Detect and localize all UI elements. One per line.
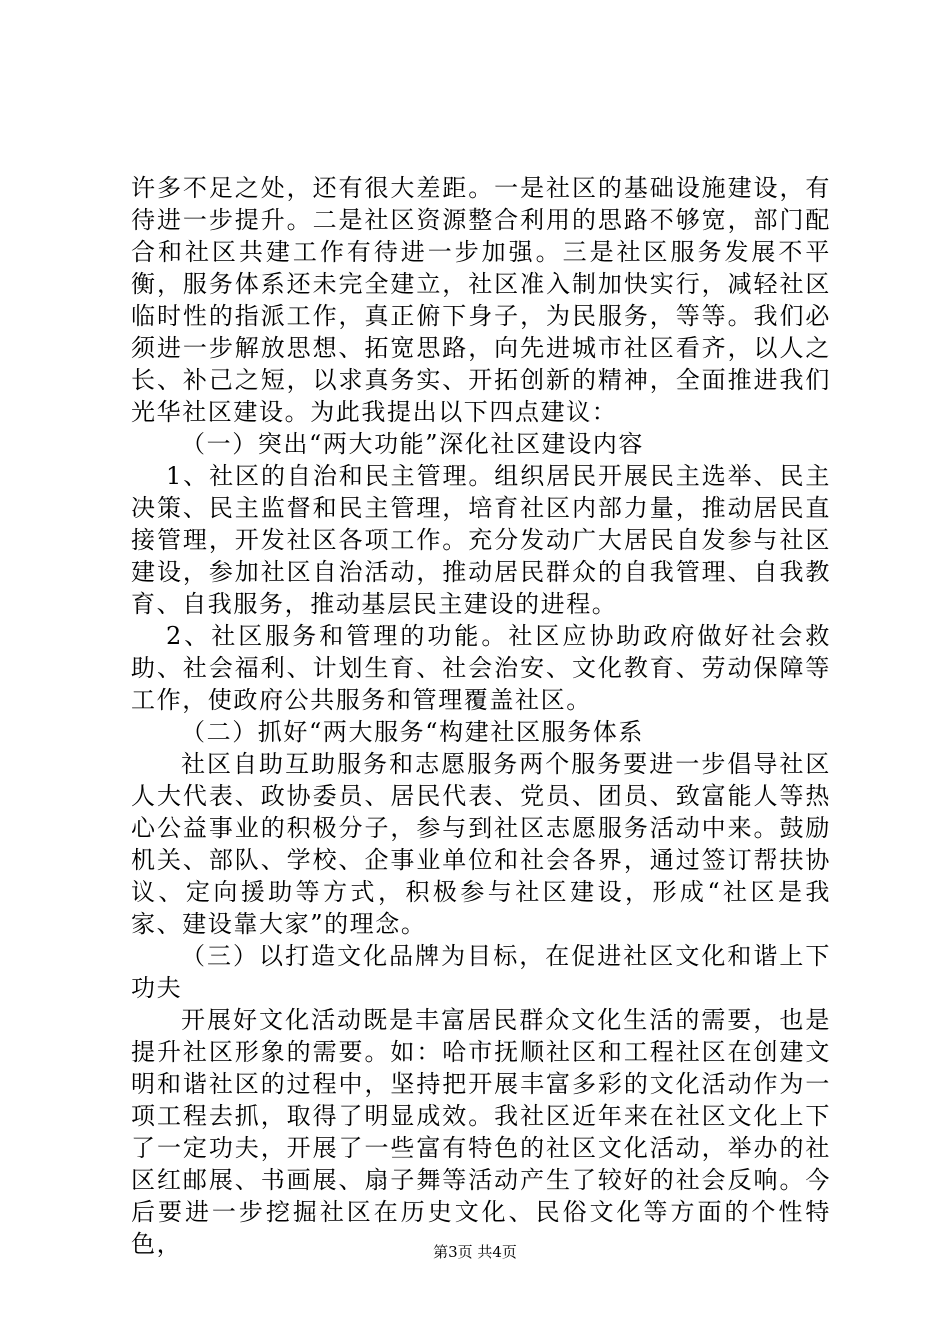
paragraph: 2、社区服务和管理的功能。社区应协助政府做好社会救助、社会福利、计划生育、社会治安、文化教育、劳动保障等工作，使政府公共服务和管理覆盖社区。	[131, 622, 831, 714]
paragraph: 社区自助互助服务和志愿服务两个服务要进一步倡导社区人大代表、政协委员、居民代表、党员、团员、致富能人等热心公益事业的积极分子，参与到社区志愿服务活动中来。鼓励机关、部队、学校、企事业单位和社会各界，通过签订帮扶协议、定向援助等方式，积极参与社区建设，形成“社区是我家、建设靠大家”的理念。	[131, 750, 831, 938]
section-heading: （二）抓好“两大服务“构建社区服务体系	[181, 718, 644, 746]
section-heading: （三）以打造文化品牌为目标，在促进社区文化和谐上下功夫	[131, 942, 831, 1002]
paragraph: 1、社区的自治和民主管理。组织居民开展民主选举、民主决策、民主监督和民主管理，培育社区内部力量，推动居民直接管理，开发社区各项工作。充分发动广大居民自发参与社区建设，参加社区自治活动，推动居民群众的自我管理、自我教育、自我服务，推动基层民主建设的进程。	[131, 462, 831, 618]
paragraph: 开展好文化活动既是丰富居民群众文化生活的需要，也是提升社区形象的需要。如：哈市抚顺社区和工程社区在创建文明和谐社区的过程中，坚持把开展丰富多彩的文化活动作为一项工程去抓，取得了明显成效。我社区近年来在社区文化上下了一定功夫，开展了一些富有特色的社区文化活动，举办的社区红邮展、书画展、扇子舞等活动产生了较好的社会反响。今后要进一步挖掘社区在历史文化、民俗文化等方面的个性特色，	[131, 1006, 831, 1258]
section-heading: （一）突出“两大功能”深化社区建设内容	[181, 430, 644, 458]
page-footer: 第3页 共4页	[433, 1243, 517, 1261]
paragraph: 许多不足之处，还有很大差距。一是社区的基础设施建设，有待进一步提升。二是社区资源整合利用的思路不够宽，部门配合和社区共建工作有待进一步加强。三是社区服务发展不平衡，服务体系还未完全建立，社区准入制加快实行，减轻社区临时性的指派工作，真正俯下身子，为民服务，等等。我们必须进一步解放思想、拓宽思路，向先进城市社区看齐，以人之长、补己之短，以求真务实、开拓创新的精神，全面推进我们光华社区建设。为此我提出以下四点建议：	[131, 174, 831, 426]
document-body	[131, 172, 831, 1260]
